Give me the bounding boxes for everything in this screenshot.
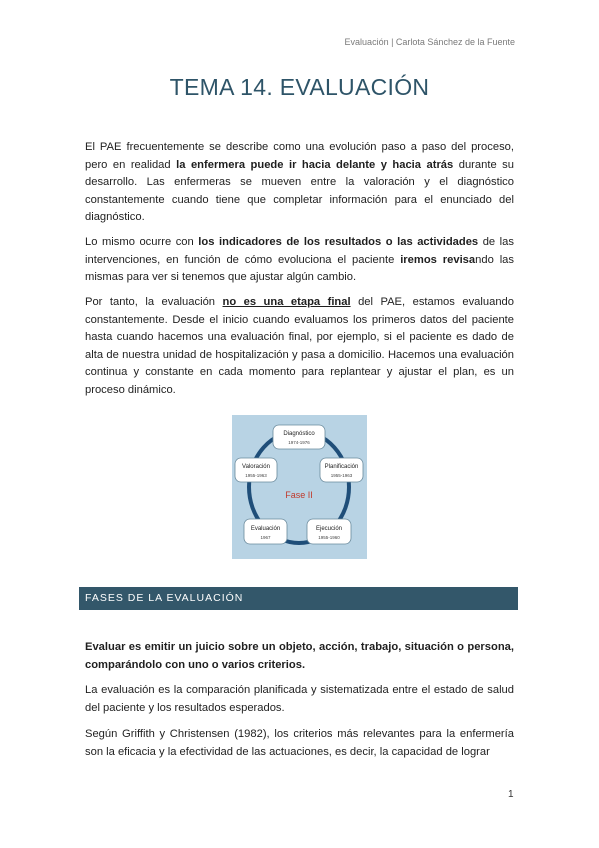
page-number: 1 [508, 789, 514, 800]
p3-underlined: no es una etapa final [222, 296, 351, 308]
p2-text-a: Lo mismo ocurre con [85, 236, 199, 248]
node-planificacion-label: Planificación [324, 464, 359, 470]
node-ejecucion-years: 1955-1960 [318, 535, 340, 540]
node-diagnostico-years: 1974-1976 [288, 440, 310, 445]
node-evaluacion [244, 519, 287, 544]
node-planificacion-years: 1955-1963 [330, 473, 353, 478]
cycle-svg [232, 415, 367, 559]
running-header: Evaluación | Carlota Sánchez de la Fuente [344, 37, 515, 47]
section-heading-text: FASES DE LA EVALUACIÓN [85, 592, 244, 604]
p3-text-c: del PAE, estamos evaluando constantemente. Desde el inicio cuando evaluamos los primeros datos del paciente hasta cuando hacemos una evaluación final, por ejemplo, si el paciente es dado de alta de nuestra unidad de hospitalización y pasa a domicilio. Hacemos una evaluación continua y constante en cada momento para replantear y ajustar el plan, es un proceso dinámico. [85, 296, 514, 396]
p1-bold: la enfermera puede ir hacia delante y hacia atrás [176, 158, 454, 171]
node-valoracion-years: 1955-1963 [245, 473, 267, 478]
paragraph-2 [85, 234, 514, 287]
section-heading [79, 587, 518, 610]
pae-cycle-diagram [232, 415, 367, 559]
paragraph-3 [85, 294, 514, 400]
node-evaluacion-years: 1967 [260, 535, 271, 540]
node-planificacion [320, 458, 363, 482]
p2-bold-2: iremos revisa [400, 253, 476, 266]
node-ejecucion-label: Ejecución [315, 526, 343, 532]
paragraph-5: La evaluación es la comparación planificada y sistematizada entre el estado de salud del paciente y los resultados esperados. [85, 684, 514, 714]
p1-text-c: durante su desarrollo. Las enfermeras se mueven entre la valoración y el diagnóstico constantemente cuando tiene que completar información para el enunciado del diagnóstico. [85, 158, 514, 224]
node-valoracion [235, 458, 277, 482]
center-label: Fase II [285, 490, 313, 500]
node-evaluacion-label: Evaluación [250, 526, 281, 532]
node-ejecucion [307, 519, 351, 544]
page-title: TEMA 14. EVALUACIÓN [169, 74, 430, 100]
p1-text-a: El PAE frecuentemente se describe como una evolución paso a paso del proceso, pero en realidad [85, 141, 514, 171]
paragraph-1 [85, 139, 514, 227]
node-diagnostico [273, 425, 325, 449]
node-diagnostico-label: Diagnóstico [283, 431, 315, 437]
p2-text-c: de las intervenciones, en función de cómo evoluciona el paciente [85, 236, 514, 266]
node-valoracion-label: Valoración [242, 464, 270, 470]
p3-text-a: Por tanto, la evaluación [85, 296, 223, 308]
definition-paragraph: Evaluar es emitir un juicio sobre un objeto, acción, trabajo, situación o persona, comparándolo con uno o varios criterios. [85, 641, 514, 671]
p2-text-e: ndo las mismas para ver si tenemos que ajustar algún cambio. [85, 253, 514, 284]
p2-bold-1: los indicadores de los resultados o las actividades [198, 236, 479, 248]
paragraph-6: Según Griffith y Christensen (1982), los criterios más relevantes para la enfermería son la eficacia y la efectividad de las actuaciones, es decir, la capacidad de lograr [85, 728, 514, 758]
